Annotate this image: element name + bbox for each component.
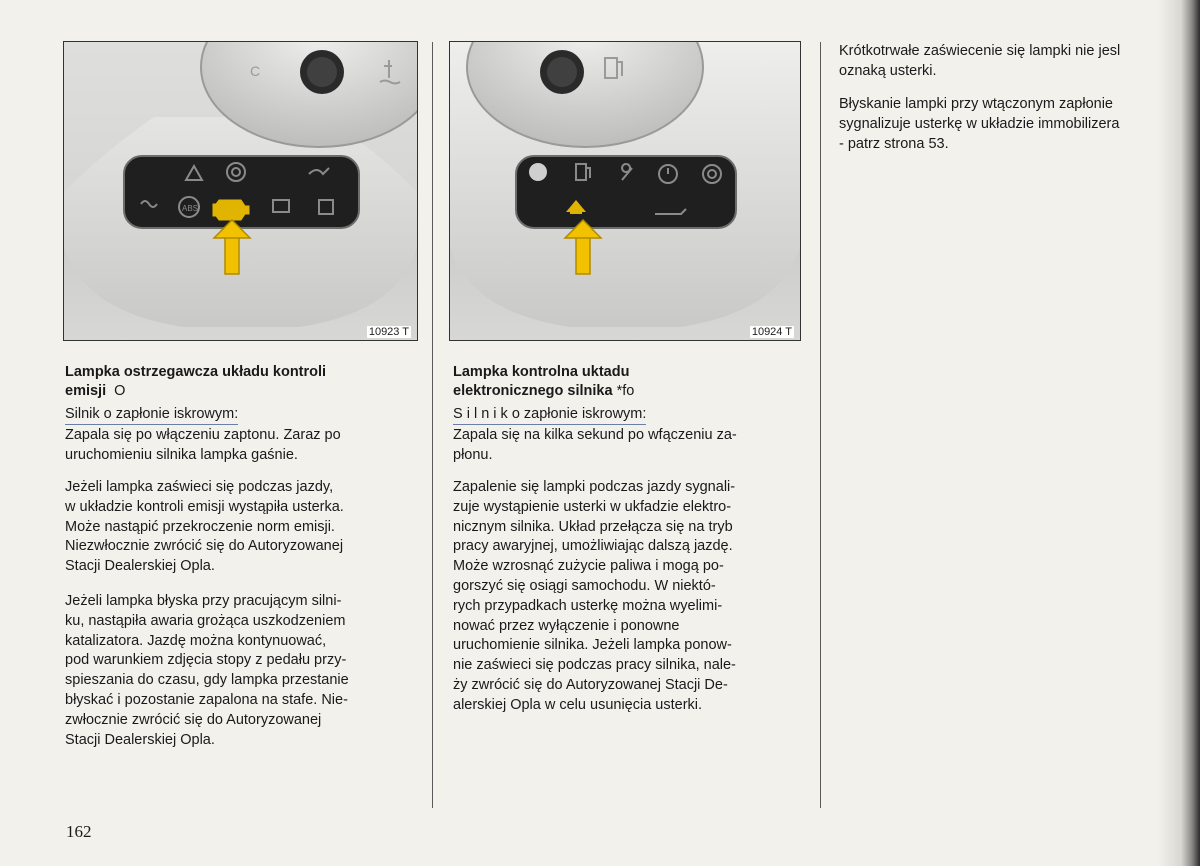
paragraph-3 xyxy=(65,592,349,750)
text-line: nie zaświeci się podczas pracy silnika, nale- xyxy=(453,657,736,674)
text-line: rych przypadkach usterkę można wyelimi- xyxy=(453,597,723,614)
text-line: nicznym silnika. Układ przełącza się na tryb xyxy=(453,518,733,535)
paragraph-2 xyxy=(453,478,736,716)
heading-line-1: Lampka ostrzegawcza układu kontroli xyxy=(65,364,327,380)
text-line: Niezwłocznie zwrócić się do Autoryzowanej xyxy=(65,538,344,555)
section-heading-emission-lamp xyxy=(65,363,326,401)
figure-code: 10923 T xyxy=(368,326,409,338)
text-line: uruchomienie silnika. Jeżeli lampka ponow- xyxy=(453,637,732,654)
text-line: zwłocznie zwrócić się do Autoryzowanej xyxy=(65,711,322,728)
figure-electronic-engine-lamp xyxy=(449,41,801,341)
text-line: sygnalizuje usterkę w układzie immobilizera xyxy=(839,115,1120,132)
text-line: uruchomieniu silnika lampka gaśnie. xyxy=(65,446,298,463)
dashboard-illustration-2 xyxy=(450,42,800,340)
figure-emission-warning-lamp xyxy=(63,41,418,341)
paragraph-2 xyxy=(839,95,1119,154)
text-line: katalizatora. Jazdę można kontynuować, xyxy=(65,632,327,649)
page-number: 162 xyxy=(66,822,92,841)
text-line: Zapalenie się lampki podczas jazdy sygnali- xyxy=(453,479,736,495)
text-line: ży zwrócić się do Autoryzowanej Stacji De- xyxy=(453,676,728,693)
text-line: pod warunkiem zdjęcia stopy z pedału przy- xyxy=(65,652,347,669)
text-line: Stacji Dealerskiej Opla. xyxy=(65,558,215,575)
text-line: Może nastąpić przekroczenie norm emisji. xyxy=(65,518,335,535)
text-line: Zapala się na kilka sekund po wfączeniu za- xyxy=(453,427,737,443)
text-line: pracy awaryjnej, umożliwiając dalszą jazdę. xyxy=(453,538,733,555)
text-line: Jeżeli lampka zaświeci się podczas jazdy, xyxy=(65,479,334,495)
figure-code: 10924 T xyxy=(751,326,792,338)
paragraph-1 xyxy=(839,42,1120,82)
paragraph-2 xyxy=(65,478,344,577)
section-heading-electronic-engine-lamp xyxy=(453,363,634,401)
column-divider-right xyxy=(820,42,821,808)
text-line: spieszania do czasu, gdy lampka przestanie xyxy=(65,672,349,689)
heading-symbol: *fo xyxy=(616,383,635,399)
subheading-spark-ignition: Silnik o zapłonie iskrowym: xyxy=(65,405,238,425)
heading-symbol: O xyxy=(114,383,126,399)
text-line: zuje wystąpienie usterki w ukfadzie elektro- xyxy=(453,498,732,515)
text-line: alerskiej Opla w celu usunięcia usterki. xyxy=(453,696,703,713)
text-line: płonu. xyxy=(453,446,493,463)
heading-line-1: Lampka kontrolna uktadu xyxy=(453,364,630,380)
text-line: - patrz strona 53. xyxy=(839,135,949,152)
subheading-spark-ignition: S i l n i k o zapłonie iskrowym: xyxy=(453,405,646,425)
svg-text:C: C xyxy=(250,63,261,79)
heading-line-2: emisji xyxy=(65,383,107,399)
text-line: Zapala się po włączeniu zaptonu. Zaraz po xyxy=(65,427,341,443)
heading-line-2: elektronicznego silnika xyxy=(453,383,613,399)
paragraph-1 xyxy=(65,426,341,466)
dashboard-illustration-1 xyxy=(64,42,417,340)
paragraph-1 xyxy=(453,426,737,466)
svg-text:ABS: ABS xyxy=(182,204,199,213)
text-line: Jeżeli lampka błyska przy pracującym silni- xyxy=(65,593,342,609)
text-line: oznaką usterki. xyxy=(839,62,937,79)
page-edge-shadow xyxy=(1158,0,1200,866)
column-divider-left xyxy=(432,42,433,808)
text-line: Może wzrosnąć zużycie paliwa i mogą po- xyxy=(453,558,724,575)
text-line: ku, nastąpiła awaria grożąca uszkodzeniem xyxy=(65,612,346,629)
text-line: nować przez wyłączenie i ponowne xyxy=(453,617,680,634)
text-line: Krótkotrwałe zaświecenie się lampki nie jesl xyxy=(839,43,1121,59)
text-line: Stacji Dealerskiej Opla. xyxy=(65,731,215,748)
text-line: gorszyć się osiągi samochodu. W niektó- xyxy=(453,577,716,594)
text-line: Błyskanie lampki przy wtączonym zapłonie xyxy=(839,96,1113,112)
text-line: w układzie kontroli emisji wystąpiła usterka. xyxy=(65,498,344,515)
text-line: błyskać i pozostanie zapalona na stafe. Nie- xyxy=(65,691,348,708)
